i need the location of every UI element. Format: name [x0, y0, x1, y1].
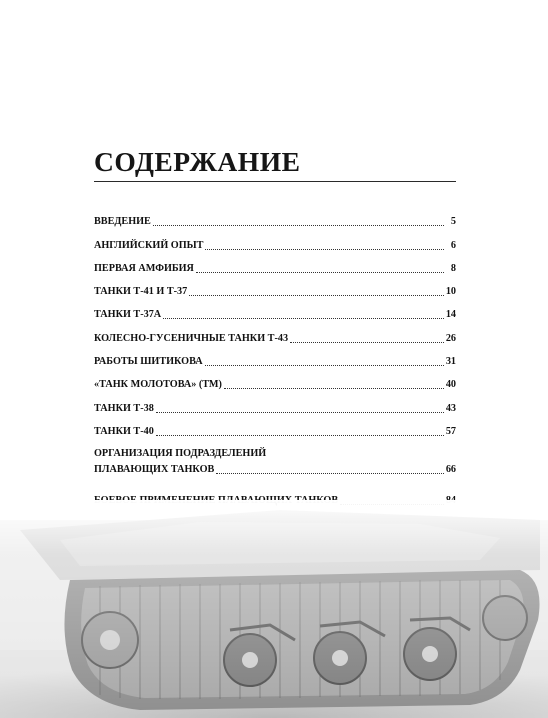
leader-dots [163, 317, 444, 319]
toc-page-number: 14 [445, 309, 456, 321]
leader-dots [156, 434, 444, 436]
toc-entry-label: ТАНКИ Т-41 И Т-37 [94, 286, 188, 298]
leader-dots [196, 271, 444, 273]
toc-page-number: 5 [450, 216, 456, 228]
toc-entry[interactable] [94, 368, 456, 391]
toc-entry[interactable] [94, 205, 456, 228]
toc-entry-label: ТАНКИ Т-37А [94, 309, 162, 321]
toc-entry-line2 [94, 462, 456, 476]
toc-entry-multiline[interactable] [94, 438, 456, 484]
toc-entry-label: ТАНКИ Т-40 [94, 425, 154, 437]
toc-entry[interactable] [94, 415, 456, 438]
contents-heading: СОДЕРЖАНИЕ [94, 147, 301, 177]
toc-page-number: 43 [445, 402, 456, 414]
toc-entry[interactable] [94, 228, 456, 251]
leader-dots [189, 294, 444, 296]
toc-entry-label: КОЛЕСНО-ГУСЕНИЧНЫЕ ТАНКИ Т-43 [94, 332, 289, 344]
toc-entry-label-line1: ОРГАНИЗАЦИЯ ПОДРАЗДЕЛЕНИЙ [94, 447, 267, 459]
toc-entry[interactable] [94, 298, 456, 321]
toc-page-number: 10 [445, 286, 456, 298]
toc-page-number: 40 [445, 379, 456, 391]
table-of-contents [94, 205, 456, 507]
leader-dots [205, 248, 444, 250]
tank-photo [0, 500, 548, 718]
toc-entry[interactable] [94, 345, 456, 368]
leader-dots [156, 411, 444, 413]
leader-dots [153, 224, 444, 226]
toc-entry-label: ВВЕДЕНИЕ [94, 216, 151, 228]
toc-page-number: 8 [450, 262, 456, 274]
leader-dots [205, 364, 444, 366]
toc-entry-label-line2: ПЛАВАЮЩИХ ТАНКОВ [94, 463, 215, 475]
toc-entry-label: ПЕРВАЯ АМФИБИЯ [94, 262, 194, 274]
toc-entry-label: «ТАНК МОЛОТОВА» (ТМ) [94, 379, 222, 391]
leader-dots [216, 472, 444, 474]
heading-rule [94, 181, 456, 182]
toc-entry-label: ТАНКИ Т-38 [94, 402, 154, 414]
toc-entry-label: АНГЛИЙСКИЙ ОПЫТ [94, 239, 204, 251]
toc-page-number: 66 [445, 463, 456, 475]
toc-page-number: 6 [450, 239, 456, 251]
leader-dots [224, 387, 444, 389]
leader-dots [290, 341, 444, 343]
toc-entry[interactable] [94, 391, 456, 414]
toc-entry[interactable] [94, 321, 456, 344]
toc-entry[interactable] [94, 252, 456, 275]
toc-page-number: 57 [445, 425, 456, 437]
toc-entry-label: РАБОТЫ ШИТИКОВА [94, 356, 203, 368]
toc-entry[interactable] [94, 275, 456, 298]
toc-page-number: 31 [445, 356, 456, 368]
toc-page-number: 26 [445, 332, 456, 344]
